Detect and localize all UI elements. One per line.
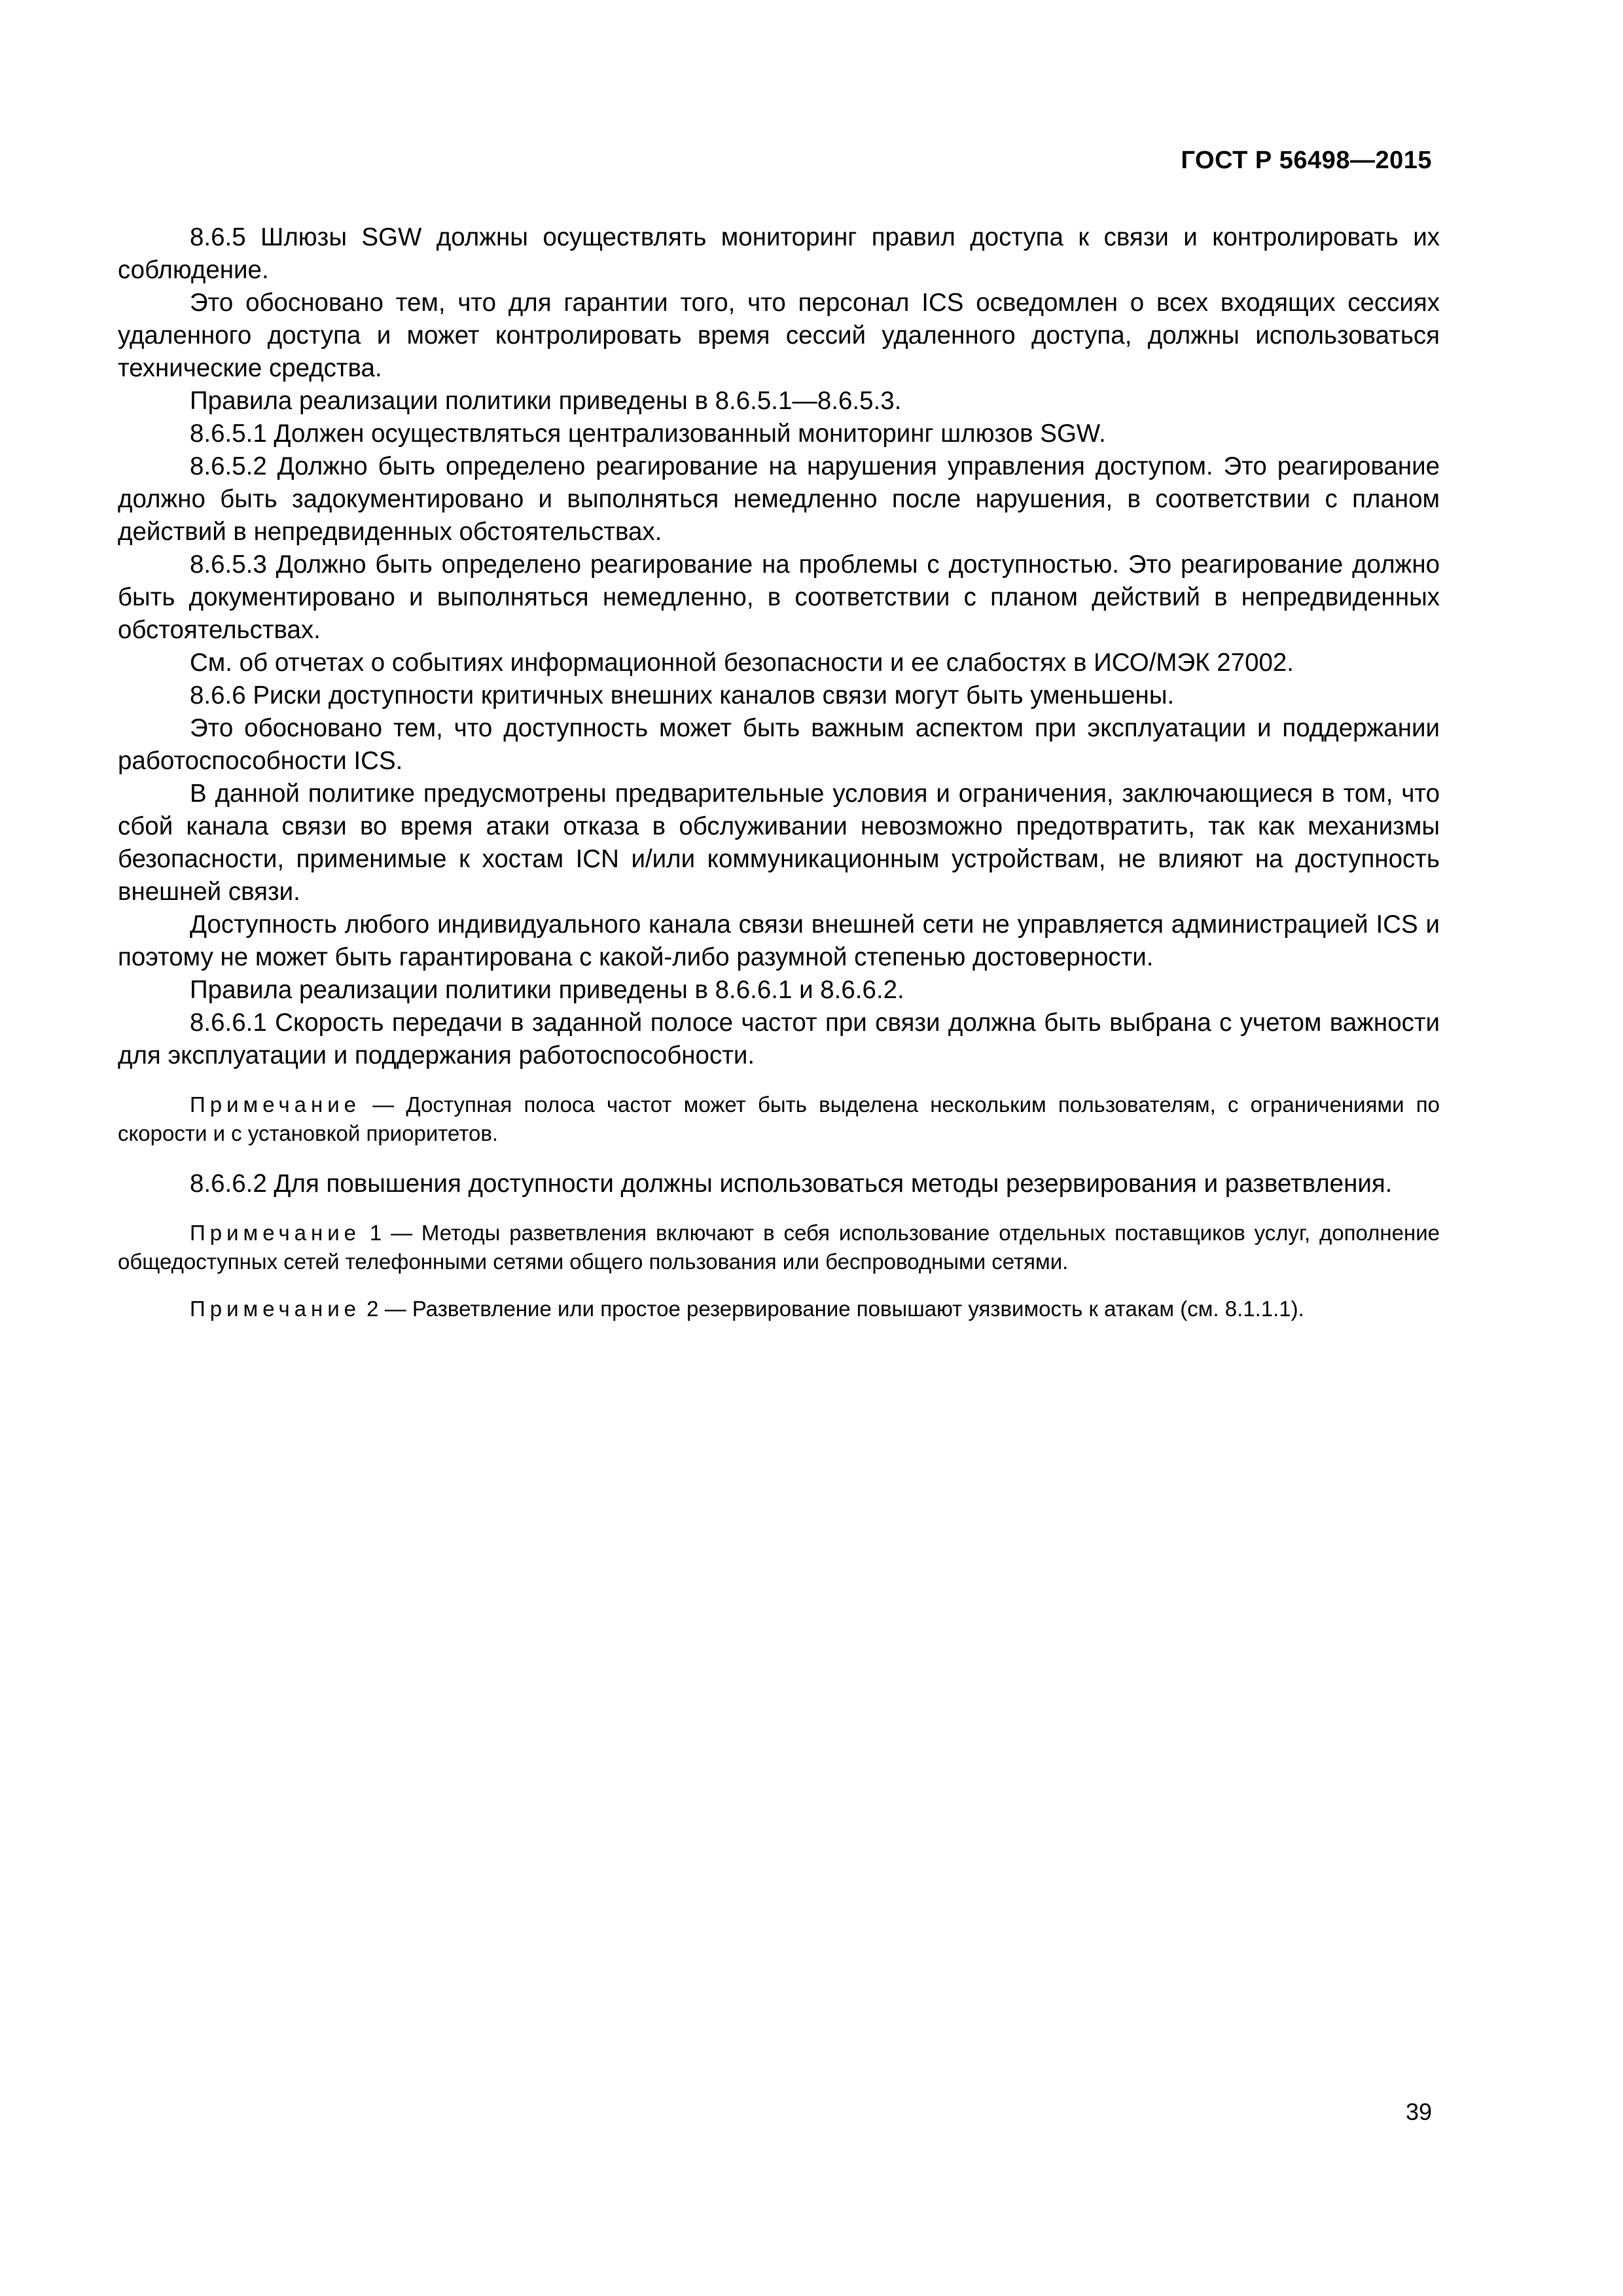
note-label: Примечание [190,1221,361,1245]
document-id-header: ГОСТ Р 56498—2015 [1181,147,1432,174]
document-body [118,221,1440,1323]
paragraph-policy-rules-8-6-5: Правила реализации политики приведены в 8.6.5.1—8.6.5.3. [190,387,902,415]
paragraph-8-6-6: 8.6.6 Риски доступности критичных внешних каналов связи могут быть уменьшены. [190,681,1175,709]
note-text: — Доступная полоса частот может быть выделена нескольким пользователям, с ограничениями по скорости и с установкой приоритетов. [118,1092,1440,1145]
paragraph-external-channel: Доступность любого индивидуального канала связи внешней сети не управляется администрацией ICS и поэтому не может быть гарантирована с какой-либо разумной степенью достоверности. [118,910,1440,971]
paragraph-rationale-remote-access: Это обосновано тем, что для гарантии того, что персонал ICS осведомлен о всех входящих сессиях удаленного доступа и может контролировать время сессий удаленного доступа, должны использоваться технические средства. [118,289,1440,382]
paragraph-policy-rules-8-6-6: Правила реализации политики приведены в 8.6.6.1 и 8.6.6.2. [190,976,904,1004]
paragraph-8-6-6-1: 8.6.6.1 Скорость передачи в заданной полосе частот при связи должна быть выбрана с учетом важности для эксплуатации и поддержания работоспособности. [118,1009,1440,1069]
paragraph-rationale-availability: Это обосновано тем, что доступность может быть важным аспектом при эксплуатации и поддержании работоспособности ICS. [118,714,1440,775]
note-text: 1 — Методы разветвления включают в себя использование отдельных поставщиков услуг, дополнение общедоступных сетей телефонными сетями общего пользования или беспроводными сетями. [118,1221,1440,1274]
paragraph-8-6-5-2: 8.6.5.2 Должно быть определено реагирование на нарушения управления доступом. Это реагирование должно быть задокументировано и выполняться немедленно после нарушения, в соответствии с планом действий в непредвиденных обстоятельствах. [118,452,1440,546]
note-bandwidth [118,1090,1440,1148]
note-text: 2 — Разветвление или простое резервирование повышают уязвимость к атакам (см. 8.1.1.1). [361,1297,1304,1321]
paragraph-8-6-6-2: 8.6.6.2 Для повышения доступности должны использоваться методы резервирования и разветвления. [190,1170,1393,1198]
paragraph-preconditions: В данной политике предусмотрены предварительные условия и ограничения, заключающиеся в том, что сбой канала связи во время атаки отказа в обслуживании невозможно предотвратить, так как механизмы безопасности, применимые к хостам ICN и/или коммуникационным устройствам, не влияют на доступность внешней связи. [118,780,1440,906]
paragraph-8-6-5: 8.6.5 Шлюзы SGW должны осуществлять мониторинг правил доступа к связи и контролировать их соблюдение. [118,223,1440,284]
paragraph-8-6-5-1: 8.6.5.1 Должен осуществляться централизованный мониторинг шлюзов SGW. [190,420,1106,448]
note-label: Примечание [190,1297,361,1321]
note-1-branching [118,1219,1440,1276]
paragraph-see-iso-27002: См. об отчетах о событиях информационной безопасности и ее слабостях в ИСО/МЭК 27002. [190,649,1294,677]
page-number: 39 [1405,2098,1432,2125]
note-2-redundancy [118,1295,1440,1323]
note-label: Примечание [190,1092,361,1117]
paragraph-8-6-5-3: 8.6.5.3 Должно быть определено реагирование на проблемы с доступностью. Это реагирование должно быть документировано и выполняться немедленно, в соответствии с планом действий в непредвиденных обстоятельствах. [118,550,1440,644]
